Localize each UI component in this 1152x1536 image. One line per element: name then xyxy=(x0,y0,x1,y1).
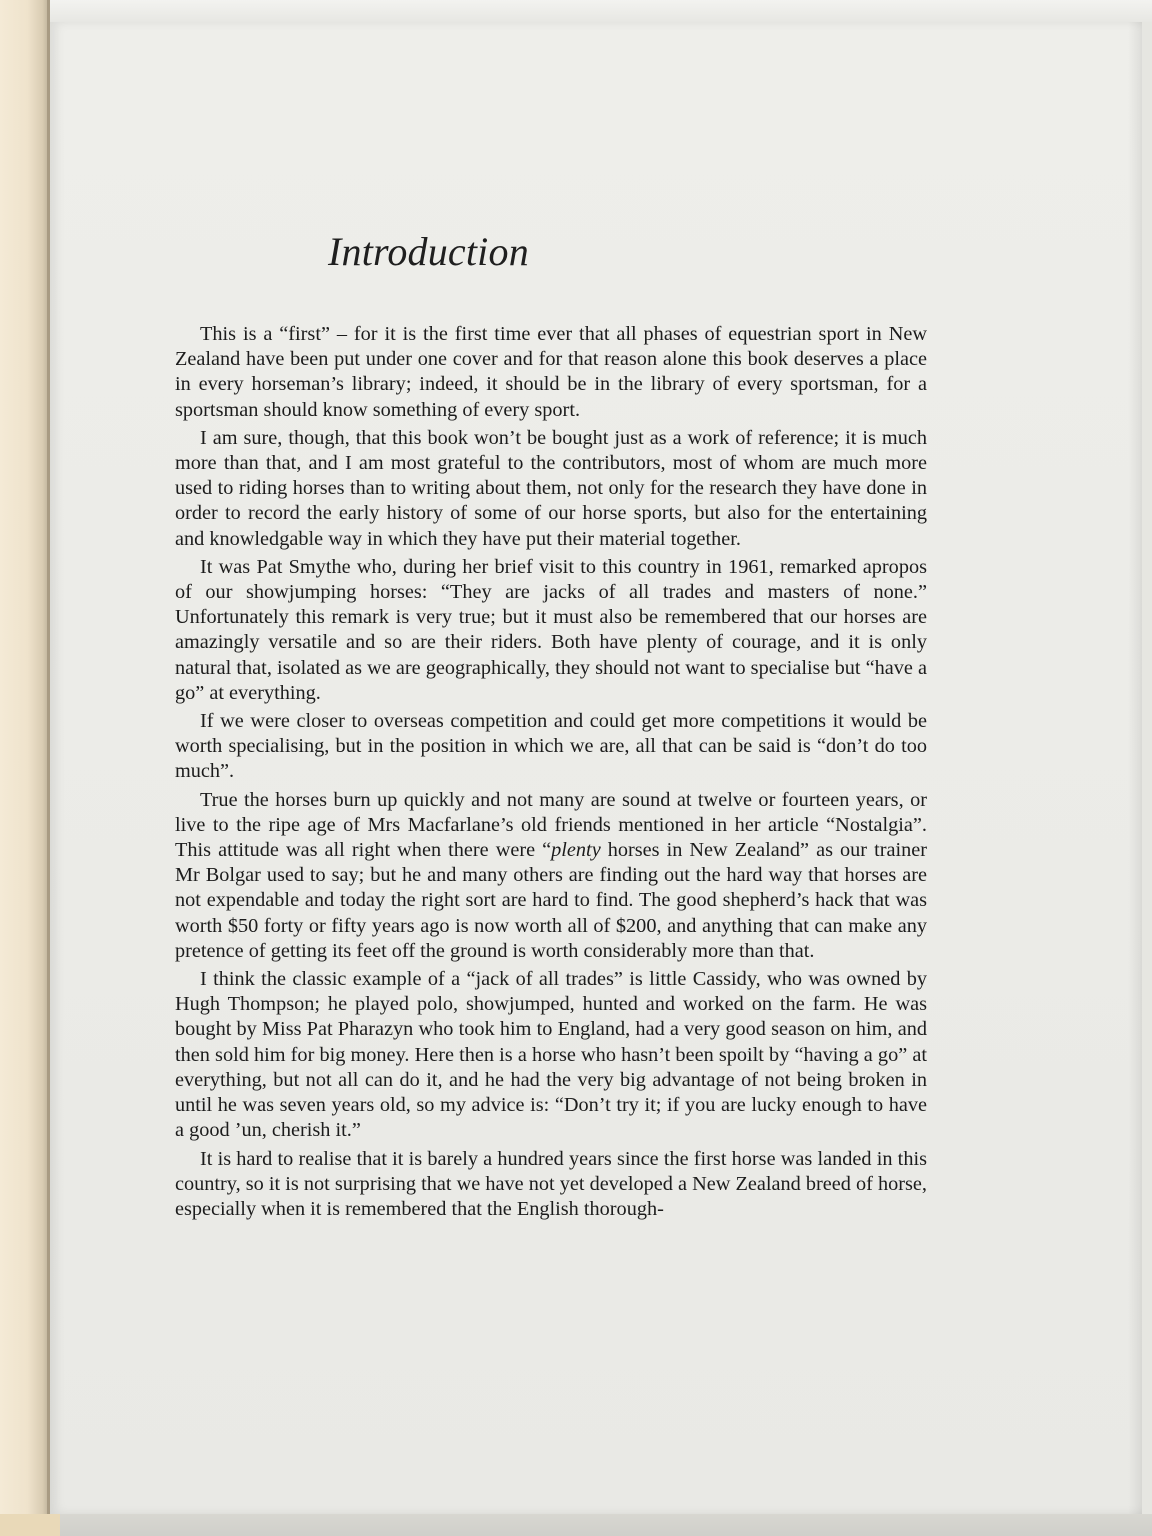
paragraph-7: It is hard to realise that it is barely a hundred years since the first horse was landed in this country, so it is not surprising that we have not yet developed a New Zealand breed of horse, especially when it is remembered that the English thorough- xyxy=(175,1147,927,1220)
facing-page-corner xyxy=(0,1514,60,1536)
paragraph-6: I think the classic example of a “jack of all trades” is little Cassidy, who was owned by Hugh Thompson; he played polo, showjumped, hunted and worked on the farm. He was bought by Miss Pat Pharazyn who took him to England, had a very good season on him, and then sold him for big money. Here then is a horse who hasn’t been spoilt by “having a go” at everything, but not all can do it, and he had the very big advantage of not being broken in until he was seven years old, so my advice is: “Don’t try it; if you are lucky enough to have a good ’un, cherish it.” xyxy=(175,968,927,1142)
table-surface xyxy=(0,1514,1152,1536)
paragraph-2: I am sure, though, that this book won’t be bought just as a work of reference; it is much more than that, and I am most grateful to the contributors, most of whom are much more used to riding horses than to writing about them, not only for the research they have done in order to record the early history of some of our horse sports, but also for the entertaining and knowledgable way in which they have put their material together. xyxy=(175,426,927,550)
paragraph-5-text-b: horses in New Zealand” as our trainer Mr Bolgar used to say; but he and many others are finding out the hard way that horses are not expendable and today the right sort are hard to find. The good shepherd’s hack that was worth $50 forty or fifty years ago is now worth all of $200, and anything that can make any pretence of getting its feet off the ground is worth considerably more than that. xyxy=(175,839,927,962)
facing-page-edge xyxy=(0,0,50,1536)
paragraph-5-text-a: True the horses burn up quickly and not many are sound at twelve or fourteen years, or live to the ripe age of Mrs Macfarlane’s old friends mentioned in her article “Nostalgia”. This attitude was all right when there were “ xyxy=(175,788,927,862)
body-text xyxy=(175,322,927,1225)
page-title: Introduction xyxy=(328,229,529,274)
paragraph-5-emphasis: plenty xyxy=(551,839,601,862)
paragraph-1: This is a “first” – for it is the first time ever that all phases of equestrian sport in New Zealand have been put under one cover and for that reason alone this book deserves a place in every horseman’s library; indeed, it should be in the library of every sportsman, for a sportsman should know something of every sport. xyxy=(175,323,927,421)
paragraph-4: If we were closer to overseas competition and could get more competitions it would be worth specialising, but in the position in which we are, all that can be said is “don’t do too much”. xyxy=(175,710,927,783)
paragraph-5 xyxy=(175,788,927,964)
paragraph-3: It was Pat Smythe who, during her brief visit to this country in 1961, remarked apropos of our showjumping horses: “They are jacks of all trades and masters of none.” Unfortunately this remark is very true; but it must also be remembered that our horses are amazingly versatile and so are their riders. Both have plenty of courage, and it is only natural that, isolated as we are geographically, they should not want to specialise but “have a go” at everything. xyxy=(175,555,927,704)
page-top-edge xyxy=(50,0,1152,22)
page-shadow xyxy=(1128,22,1142,1514)
